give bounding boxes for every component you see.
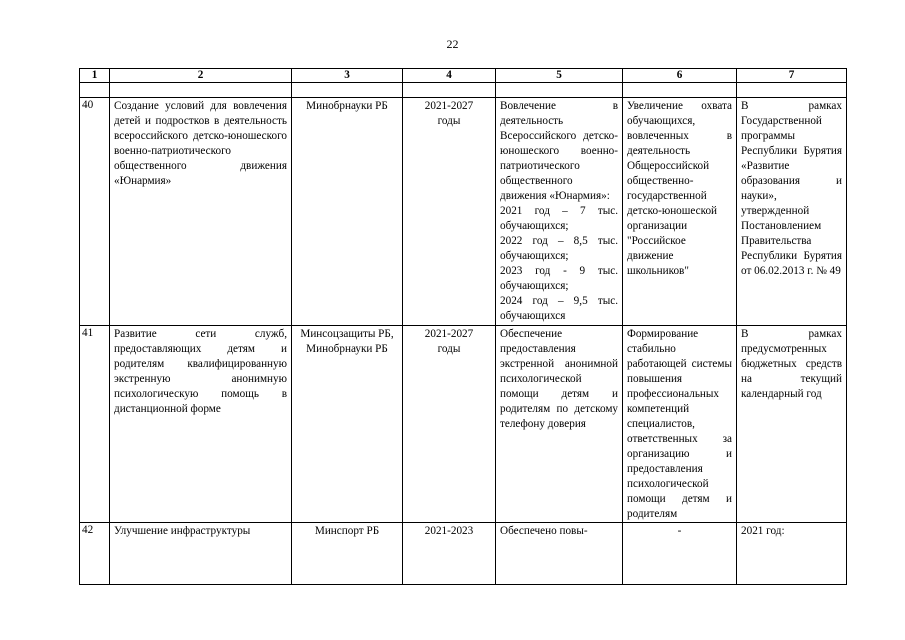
responsible-executor: Минобрнауки РБ <box>292 98 403 326</box>
column-header-6: 6 <box>623 69 737 83</box>
table-row <box>80 326 847 523</box>
column-header-2: 2 <box>110 69 292 83</box>
page-number: 22 <box>446 37 459 51</box>
column-header-1: 1 <box>80 69 110 83</box>
measure-name: Улучшение инфраструктуры <box>110 523 292 585</box>
table-row <box>80 523 847 585</box>
row-number: 41 <box>80 326 110 523</box>
indicator: - <box>623 523 737 585</box>
column-number-header <box>80 69 847 83</box>
funding-source: В рамках предусмотренных бюджетных средств на текущий календарный год <box>737 326 847 523</box>
measure-name: Развитие сети служб, предоставляющих детям и родителям квалифицированную экстренную анонимную психологическую помощь в дистанционной форме <box>110 326 292 523</box>
indicator: Формирование стабильно работающей системы повышения профессиональных компетенций специалистов, ответственных за организацию и предоставления психологической помощи детям и родителям <box>623 326 737 523</box>
column-header-5: 5 <box>496 69 623 83</box>
empty-row <box>80 83 847 98</box>
expected-result: Обеспечение предоставления экстренной анонимной психологической помощи детям и родителям по детскому телефону доверия <box>496 326 623 523</box>
responsible-executor: Минсоцзащиты РБ, Минобрнауки РБ <box>292 326 403 523</box>
responsible-executor: Минспорт РБ <box>292 523 403 585</box>
column-header-7: 7 <box>737 69 847 83</box>
funding-source: В рамках Государственной программы Республики Бурятия «Развитие образования и науки», утвержденной Постановлением Правительства Республики Бурятия от 06.02.2013 г. № 49 <box>737 98 847 326</box>
implementation-period: 2021-2027 годы <box>403 98 496 326</box>
row-number: 40 <box>80 98 110 326</box>
indicator: Увеличение охвата обучающихся, вовлеченных в деятельность Общероссийской общественно-государственной детско-юношеской организации "Российское движение школьников" <box>623 98 737 326</box>
funding-source: 2021 год: <box>737 523 847 585</box>
column-header-4: 4 <box>403 69 496 83</box>
measure-name: Создание условий для вовлечения детей и подростков в деятельность всероссийского детско-юношеского военно-патриотического общественного движения «Юнармия» <box>110 98 292 326</box>
column-header-3: 3 <box>292 69 403 83</box>
row-number: 42 <box>80 523 110 585</box>
measures-table <box>79 68 847 585</box>
expected-result: Вовлечение в деятельность Всероссийского детско-юношеского военно-патриотического общественного движения «Юнармия»: 2021 год – 7 тыс. обучающихся; 2022 год – 8,5 тыс. обучающихся; 2023 год - 9 тыс. обучающихся; 2024 год – 9,5 тыс. обучающихся <box>496 98 623 326</box>
table-row <box>80 98 847 326</box>
expected-result: Обеспечено повы- <box>496 523 623 585</box>
implementation-period: 2021-2023 <box>403 523 496 585</box>
implementation-period: 2021-2027 годы <box>403 326 496 523</box>
